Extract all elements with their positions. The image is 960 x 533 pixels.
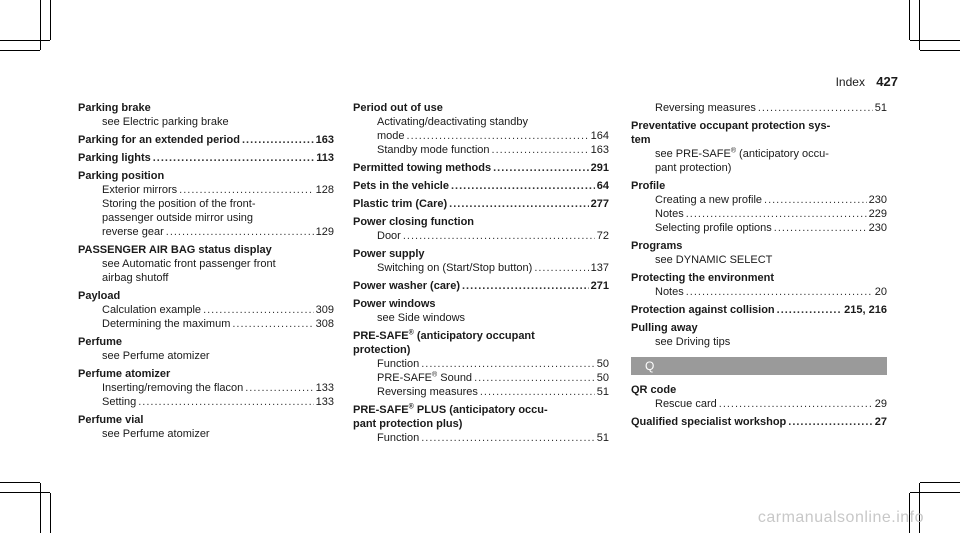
index-subentry-text[interactable]: Inserting/removing the flacon xyxy=(102,382,244,394)
index-subentry-text[interactable]: Function xyxy=(377,432,420,444)
index-subentry-text[interactable]: Door xyxy=(377,230,401,242)
page-header xyxy=(836,74,898,89)
index-subentry[interactable] xyxy=(353,431,609,445)
index-subentry[interactable] xyxy=(78,349,334,363)
index-heading-text-rest[interactable]: (anticipatory occupant xyxy=(413,330,535,342)
index-heading[interactable] xyxy=(353,247,609,261)
index-heading[interactable] xyxy=(78,335,334,349)
index-entry xyxy=(353,403,609,445)
index-subentry-label[interactable] xyxy=(377,357,419,371)
index-entry xyxy=(78,169,334,239)
page-ref[interactable]: 133 xyxy=(315,396,334,408)
index-entry xyxy=(631,101,887,115)
page-ref[interactable]: 64 xyxy=(596,180,609,192)
index-column-2 xyxy=(353,101,609,449)
index-subentry[interactable] xyxy=(78,427,334,441)
index-heading[interactable] xyxy=(631,119,887,133)
index-subentry[interactable] xyxy=(78,381,334,395)
page-ref[interactable]: 309 xyxy=(315,304,334,316)
page-ref[interactable]: 50 xyxy=(596,358,609,370)
index-subentry-text-rest[interactable]: (anticipatory occu- xyxy=(735,148,829,160)
leader-dots xyxy=(242,133,314,147)
index-heading[interactable] xyxy=(631,321,887,335)
index-subentry[interactable] xyxy=(631,193,887,207)
index-heading-label[interactable] xyxy=(78,133,240,147)
index-subentry[interactable] xyxy=(631,397,887,411)
index-subentry-label[interactable] xyxy=(102,395,136,409)
index-subentry-end[interactable] xyxy=(78,225,334,239)
index-subentry-text[interactable]: Notes xyxy=(655,286,684,298)
index-subentry-text[interactable]: Creating a new profile xyxy=(655,194,763,206)
index-entry xyxy=(353,179,609,193)
index-heading-text[interactable]: Pets in the vehicle xyxy=(353,180,449,192)
index-subentry-label[interactable] xyxy=(377,385,478,399)
index-heading-text[interactable]: Programs xyxy=(631,240,683,252)
index-heading[interactable] xyxy=(353,403,609,417)
index-entry xyxy=(631,179,887,235)
index-entry xyxy=(353,247,609,275)
index-heading-text[interactable]: PRE-SAFE xyxy=(353,404,409,416)
page-ref[interactable]: 51 xyxy=(596,386,609,398)
index-entry xyxy=(631,119,887,175)
index-entry xyxy=(631,415,887,429)
page-ref[interactable]: 128 xyxy=(315,184,334,196)
index-heading[interactable] xyxy=(353,215,609,229)
index-heading-text[interactable]: Preventative occupant protection sys- xyxy=(631,120,831,132)
leader-dots xyxy=(480,385,595,399)
page-ref[interactable]: 291 xyxy=(590,162,609,174)
index-heading-text-rest[interactable]: PLUS (anticipatory occu- xyxy=(413,404,548,416)
index-subentry[interactable] xyxy=(78,197,334,211)
index-heading[interactable] xyxy=(353,197,609,211)
index-heading-continued[interactable]: tem xyxy=(631,134,651,146)
index-subentry[interactable] xyxy=(78,395,334,409)
page-ref[interactable]: 215, 216 xyxy=(844,304,887,316)
index-subentry-text[interactable]: see Electric parking brake xyxy=(102,116,229,128)
page-ref[interactable]: 133 xyxy=(315,382,334,394)
index-heading[interactable] xyxy=(353,279,609,293)
index-entry xyxy=(353,329,609,399)
index-subentry[interactable] xyxy=(353,115,609,129)
index-subentry-text[interactable]: see Driving tips xyxy=(655,336,731,348)
index-entry xyxy=(353,215,609,243)
index-subentry-label[interactable] xyxy=(377,431,419,445)
leader-dots xyxy=(493,161,589,175)
leader-dots xyxy=(449,197,588,211)
index-subentry-text[interactable]: Calculation example xyxy=(102,304,202,316)
page-ref[interactable]: 113 xyxy=(316,152,334,164)
page-ref[interactable]: 27 xyxy=(874,416,887,428)
index-heading-text[interactable]: Profile xyxy=(631,180,666,192)
index-subentry-text[interactable]: Function xyxy=(377,358,420,370)
index-subentry-label[interactable] xyxy=(377,371,472,385)
index-heading-text[interactable]: Parking for an extended period xyxy=(78,134,240,146)
leader-dots xyxy=(764,193,867,207)
leader-dots xyxy=(492,143,589,157)
index-subentry-text[interactable]: see Automatic front passenger front xyxy=(102,258,276,270)
index-subentry-end-text[interactable]: reverse gear xyxy=(102,226,164,238)
index-subentry-text-rest[interactable]: Sound xyxy=(437,372,473,384)
index-heading-text[interactable]: Qualified specialist workshop xyxy=(631,416,787,428)
index-heading-text[interactable]: PASSENGER AIR BAG status display xyxy=(78,244,272,256)
crop-mark xyxy=(0,482,40,483)
page-ref[interactable]: 163 xyxy=(590,144,609,156)
index-subentry[interactable] xyxy=(353,385,609,399)
index-subentry-text[interactable]: Activating/deactivating standby xyxy=(377,116,529,128)
index-heading-text[interactable]: Permitted towing methods xyxy=(353,162,492,174)
index-subentry[interactable] xyxy=(631,147,887,161)
index-heading[interactable] xyxy=(353,179,609,193)
crop-mark xyxy=(910,40,960,41)
index-heading-label[interactable] xyxy=(353,279,460,293)
index-heading-text[interactable]: Pulling away xyxy=(631,322,698,334)
index-heading[interactable] xyxy=(631,303,887,317)
index-heading-text[interactable]: Parking position xyxy=(78,170,165,182)
index-entry xyxy=(353,101,609,157)
index-heading-text[interactable]: Power closing function xyxy=(353,216,475,228)
letter-section-header: Q xyxy=(631,357,887,375)
index-heading-text[interactable]: Period out of use xyxy=(353,102,443,114)
index-entry xyxy=(78,289,334,331)
index-subentry-label[interactable] xyxy=(655,397,717,411)
index-heading-label[interactable] xyxy=(631,303,775,317)
index-heading[interactable] xyxy=(78,367,334,381)
index-subentry-text[interactable]: Standby mode function xyxy=(377,144,490,156)
index-heading[interactable] xyxy=(78,151,334,165)
leader-dots xyxy=(719,397,873,411)
index-heading[interactable] xyxy=(353,101,609,115)
index-subentry-end[interactable] xyxy=(353,129,609,143)
index-heading[interactable] xyxy=(78,243,334,257)
leader-dots xyxy=(166,225,314,239)
index-heading-text[interactable]: Power washer (care) xyxy=(353,280,460,292)
page-ref[interactable]: 20 xyxy=(874,286,887,298)
leader-dots xyxy=(421,357,595,371)
index-subentry-text[interactable]: Selecting profile options xyxy=(655,222,772,234)
index-subentry-label[interactable] xyxy=(102,303,201,317)
page-number: 427 xyxy=(876,74,898,89)
index-subentry-text[interactable]: Reversing measures xyxy=(377,386,478,398)
leader-dots xyxy=(774,221,867,235)
index-entry xyxy=(353,197,609,211)
registered-mark: ® xyxy=(408,403,414,411)
index-subentry[interactable] xyxy=(631,335,887,349)
page-ref[interactable]: 230 xyxy=(868,194,887,206)
index-heading-continued[interactable]: protection) xyxy=(353,344,411,356)
registered-mark: ® xyxy=(730,147,736,155)
registered-mark: ® xyxy=(408,329,414,337)
index-heading-text[interactable]: Parking brake xyxy=(78,102,151,114)
page-ref[interactable]: 29 xyxy=(874,398,887,410)
index-heading[interactable] xyxy=(631,271,887,285)
index-subentry-label[interactable] xyxy=(655,207,684,221)
page-ref[interactable]: 277 xyxy=(590,198,609,210)
leader-dots xyxy=(474,371,595,385)
index-subentry-text[interactable]: Setting xyxy=(102,396,137,408)
crop-mark xyxy=(0,50,40,51)
index-heading-text[interactable]: Plastic trim (Care) xyxy=(353,198,448,210)
index-entry xyxy=(353,161,609,175)
index-entry xyxy=(78,335,334,363)
index-heading[interactable] xyxy=(78,133,334,147)
leader-dots xyxy=(534,261,588,275)
leader-dots xyxy=(232,317,313,331)
crop-mark xyxy=(40,0,41,50)
index-subentry[interactable] xyxy=(78,317,334,331)
crop-mark xyxy=(920,50,960,51)
leader-dots xyxy=(421,431,595,445)
index-subentry[interactable] xyxy=(353,229,609,243)
index-subentry-label[interactable] xyxy=(655,221,772,235)
index-subentry[interactable] xyxy=(353,261,609,275)
leader-dots xyxy=(245,381,313,395)
index-heading[interactable] xyxy=(631,415,887,429)
leader-dots xyxy=(451,179,595,193)
index-subentry-text[interactable]: see PRE-SAFE xyxy=(655,148,731,160)
index-heading[interactable] xyxy=(78,413,334,427)
index-entry xyxy=(631,239,887,267)
leader-dots xyxy=(203,303,314,317)
page-ref[interactable]: 229 xyxy=(868,208,887,220)
index-subentry-text[interactable]: PRE-SAFE xyxy=(377,372,433,384)
page-ref[interactable]: 137 xyxy=(590,262,609,274)
index-heading[interactable] xyxy=(631,239,887,253)
index-heading-text[interactable]: Protecting the environment xyxy=(631,272,775,284)
index-subentry[interactable] xyxy=(631,253,887,267)
index-subentry-text[interactable]: Notes xyxy=(655,208,684,220)
index-heading[interactable] xyxy=(353,329,609,343)
crop-mark xyxy=(909,0,910,40)
crop-mark xyxy=(50,0,51,40)
index-entry xyxy=(631,271,887,299)
index-subentry-text[interactable]: see Side windows xyxy=(377,312,466,324)
index-heading[interactable] xyxy=(78,289,334,303)
index-subentry-continued[interactable]: airbag shutoff xyxy=(102,272,169,284)
leader-dots xyxy=(788,415,872,429)
index-subentry[interactable] xyxy=(78,257,334,271)
leader-dots xyxy=(153,151,315,165)
index-subentry-label[interactable] xyxy=(655,193,762,207)
index-entry xyxy=(78,413,334,441)
index-subentry-label[interactable] xyxy=(102,381,243,395)
index-subentry-text[interactable]: see Perfume atomizer xyxy=(102,428,210,440)
index-column-3 xyxy=(631,101,887,433)
page-ref[interactable]: 129 xyxy=(315,226,334,238)
section-title: Index xyxy=(835,75,865,89)
index-subentry[interactable] xyxy=(78,183,334,197)
index-heading[interactable] xyxy=(353,161,609,175)
page-ref[interactable]: 51 xyxy=(874,102,887,114)
index-heading-text[interactable]: Parking lights xyxy=(78,152,151,164)
index-subentry-text[interactable]: Exterior mirrors xyxy=(102,184,178,196)
index-heading[interactable] xyxy=(353,297,609,311)
crop-mark xyxy=(910,492,960,493)
index-subentry-text[interactable]: see DYNAMIC SELECT xyxy=(655,254,773,266)
index-heading-text[interactable]: Power windows xyxy=(353,298,436,310)
index-heading-text[interactable]: Payload xyxy=(78,290,121,302)
index-subentry[interactable] xyxy=(353,371,609,385)
crop-mark xyxy=(50,493,51,533)
index-entry xyxy=(631,303,887,317)
index-heading-label[interactable] xyxy=(353,161,491,175)
index-heading[interactable] xyxy=(631,383,887,397)
leader-dots xyxy=(407,129,589,143)
index-entry xyxy=(353,297,609,325)
crop-mark xyxy=(919,0,920,50)
index-subentry-label[interactable] xyxy=(377,261,532,275)
leader-dots xyxy=(462,279,589,293)
index-subentry-label[interactable] xyxy=(102,317,230,331)
index-subentry-end-text[interactable]: mode xyxy=(377,130,405,142)
index-subentry[interactable] xyxy=(631,101,887,115)
index-entry xyxy=(78,151,334,165)
index-subentry-label[interactable] xyxy=(655,101,756,115)
page-ref[interactable]: 308 xyxy=(315,318,334,330)
index-subentry-text[interactable]: Reversing measures xyxy=(655,102,756,114)
index-column-1 xyxy=(78,101,334,445)
index-subentry-continued[interactable]: passenger outside mirror using xyxy=(102,212,254,224)
index-entry xyxy=(631,383,887,411)
index-entry xyxy=(78,243,334,285)
leader-dots xyxy=(138,395,313,409)
page-ref[interactable]: 230 xyxy=(868,222,887,234)
index-entry xyxy=(78,367,334,409)
page-ref[interactable]: 51 xyxy=(596,432,609,444)
crop-mark xyxy=(920,482,960,483)
index-subentry-end-label[interactable] xyxy=(102,225,164,239)
index-subentry[interactable] xyxy=(631,221,887,235)
index-heading-text[interactable]: Power supply xyxy=(353,248,425,260)
index-heading[interactable] xyxy=(78,169,334,183)
index-heading-continued[interactable]: pant protection plus) xyxy=(353,418,463,430)
index-subentry-text[interactable]: see Perfume atomizer xyxy=(102,350,210,362)
index-subentry-text[interactable]: Rescue card xyxy=(655,398,717,410)
index-heading-label[interactable] xyxy=(78,151,151,165)
leader-dots xyxy=(179,183,313,197)
index-subentry[interactable] xyxy=(353,143,609,157)
leader-dots xyxy=(403,229,595,243)
index-subentry[interactable] xyxy=(78,115,334,129)
index-heading[interactable] xyxy=(631,179,887,193)
watermark: carmanualsonline.info xyxy=(757,509,924,526)
index-subentry[interactable] xyxy=(353,357,609,371)
crop-mark xyxy=(0,492,50,493)
index-subentry-text[interactable]: Determining the maximum xyxy=(102,318,231,330)
index-subentry[interactable] xyxy=(78,303,334,317)
index-entry xyxy=(78,101,334,129)
index-subentry-text[interactable]: Switching on (Start/Stop button) xyxy=(377,262,533,274)
index-entry xyxy=(631,321,887,349)
leader-dots xyxy=(686,207,867,221)
index-subentry-text[interactable]: Storing the position of the front- xyxy=(102,198,256,210)
index-subentry-label[interactable] xyxy=(377,229,401,243)
index-heading-text[interactable]: QR code xyxy=(631,384,677,396)
leader-dots xyxy=(758,101,873,115)
index-subentry[interactable] xyxy=(353,311,609,325)
index-subentry[interactable] xyxy=(631,285,887,299)
leader-dots xyxy=(686,285,873,299)
page-ref[interactable]: 50 xyxy=(596,372,609,384)
index-subentry-label[interactable] xyxy=(102,183,177,197)
index-heading-label[interactable] xyxy=(353,179,449,193)
index-subentry-end-label[interactable] xyxy=(377,129,405,143)
crop-mark xyxy=(40,483,41,533)
index-heading-text[interactable]: PRE-SAFE xyxy=(353,330,409,342)
page-ref[interactable]: 163 xyxy=(315,134,334,146)
index-heading-label[interactable] xyxy=(631,415,786,429)
index-heading-text[interactable]: Perfume xyxy=(78,336,123,348)
index-entry xyxy=(78,133,334,147)
index-heading[interactable] xyxy=(78,101,334,115)
index-subentry-label[interactable] xyxy=(377,143,490,157)
index-subentry-continued[interactable]: pant protection) xyxy=(655,162,732,174)
page-ref[interactable]: 72 xyxy=(596,230,609,242)
index-heading-label[interactable] xyxy=(353,197,447,211)
index-heading-text[interactable]: Protection against collision xyxy=(631,304,775,316)
registered-mark: ® xyxy=(432,371,438,379)
index-heading-text[interactable]: Perfume atomizer xyxy=(78,368,171,380)
index-entry xyxy=(353,279,609,293)
index-heading-text[interactable]: Perfume vial xyxy=(78,414,144,426)
page-ref[interactable]: 164 xyxy=(590,130,609,142)
index-subentry-label[interactable] xyxy=(655,285,684,299)
crop-mark xyxy=(0,40,50,41)
index-subentry[interactable] xyxy=(631,207,887,221)
page-ref[interactable]: 271 xyxy=(590,280,609,292)
leader-dots xyxy=(777,303,843,317)
